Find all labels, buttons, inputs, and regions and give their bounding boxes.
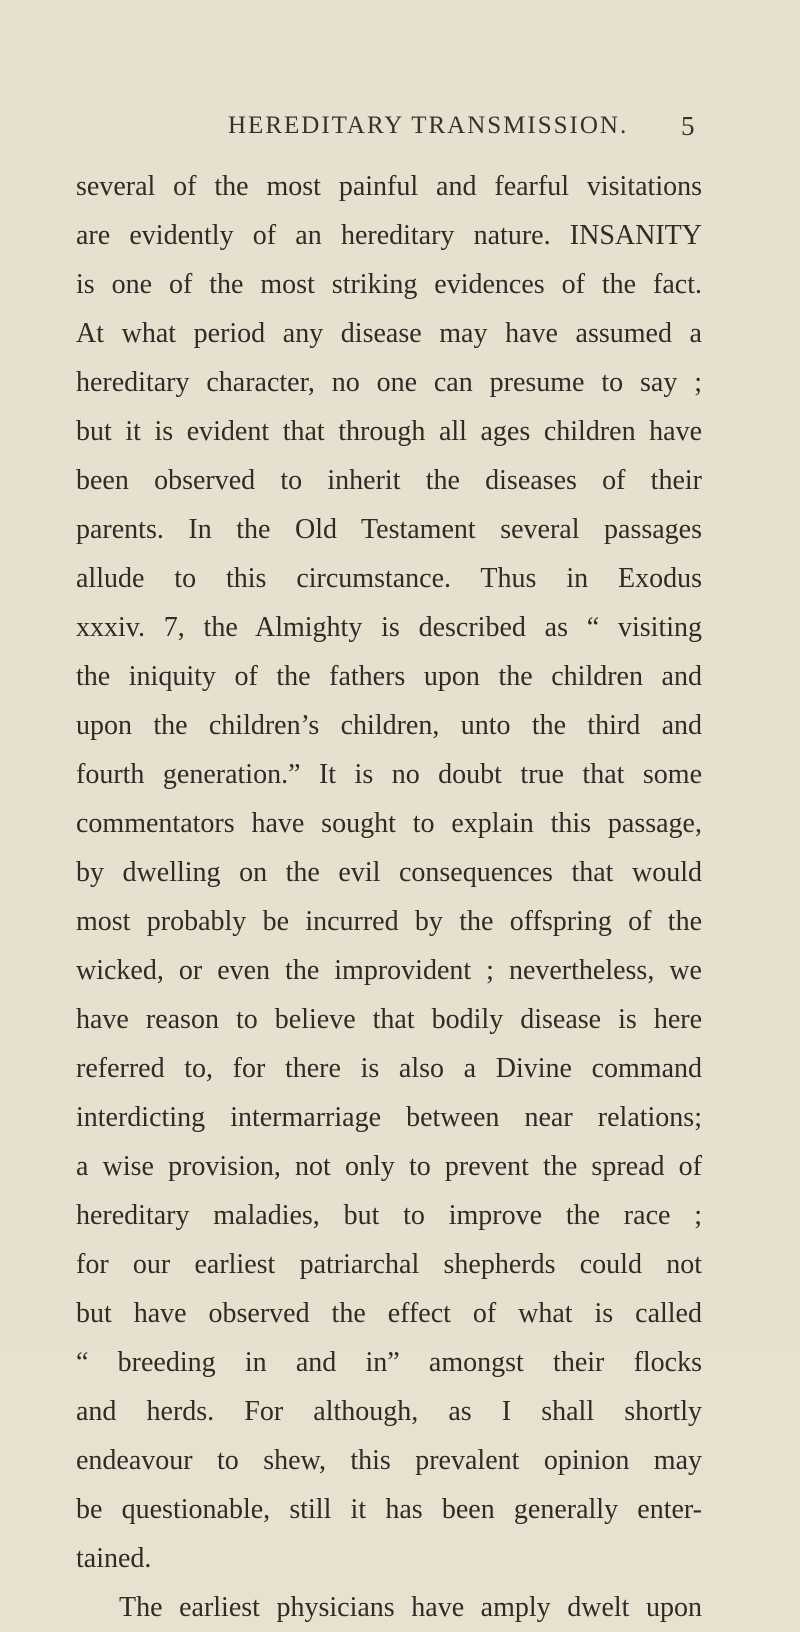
text-line: fourth generation.” It is no doubt true that some (76, 759, 702, 790)
paragraph-end-line: tained. (76, 1543, 152, 1574)
text-line: by dwelling on the evil consequences that would (76, 857, 702, 888)
text-line: a wise provision, not only to prevent the spread of (76, 1151, 702, 1182)
text-line: hereditary character, no one can presume to say ; (76, 367, 702, 398)
text-line: for our earliest patriarchal shepherds could not (76, 1249, 702, 1280)
text-line: most probably be incurred by the offspring of the (76, 906, 702, 937)
text-line: several of the most painful and fearful visitations (76, 171, 702, 202)
text-line: have reason to believe that bodily disease is here (76, 1004, 702, 1035)
body-text (76, 162, 702, 1632)
text-line: but have observed the effect of what is called (76, 1298, 702, 1329)
text-line: parents. In the Old Testament several passages (76, 514, 702, 545)
text-line: commentators have sought to explain this passage, (76, 808, 702, 839)
text-line: interdicting intermarriage between near relations; (76, 1102, 702, 1133)
text-line: xxxiv. 7, the Almighty is described as “ visiting (76, 612, 702, 643)
text-line: been observed to inherit the diseases of their (76, 465, 702, 496)
text-line: be questionable, still it has been generally enter- (76, 1494, 702, 1525)
text-line: At what period any disease may have assumed a (76, 318, 702, 349)
paragraph-start-line: The earliest physicians have amply dwelt upon (119, 1592, 702, 1623)
text-line: wicked, or even the improvident ; nevertheless, we (76, 955, 702, 986)
page-number: 5 (681, 111, 695, 141)
text-line: the iniquity of the fathers upon the children and (76, 661, 702, 692)
text-line: are evidently of an hereditary nature. INSANITY (76, 220, 702, 251)
text-line: is one of the most striking evidences of the fact. (76, 269, 702, 300)
running-head-title: HEREDITARY TRANSMISSION. (228, 112, 629, 139)
text-line: but it is evident that through all ages children have (76, 416, 702, 447)
text-line: allude to this circumstance. Thus in Exodus (76, 563, 702, 594)
text-line: endeavour to shew, this prevalent opinion may (76, 1445, 702, 1476)
text-line: hereditary maladies, but to improve the race ; (76, 1200, 702, 1231)
text-line: referred to, for there is also a Divine command (76, 1053, 702, 1084)
text-line: “ breeding in and in” amongst their flocks (76, 1347, 702, 1378)
running-head (0, 106, 800, 146)
text-line: upon the children’s children, unto the third and (76, 710, 702, 741)
text-line: and herds. For although, as I shall shortly (76, 1396, 702, 1427)
